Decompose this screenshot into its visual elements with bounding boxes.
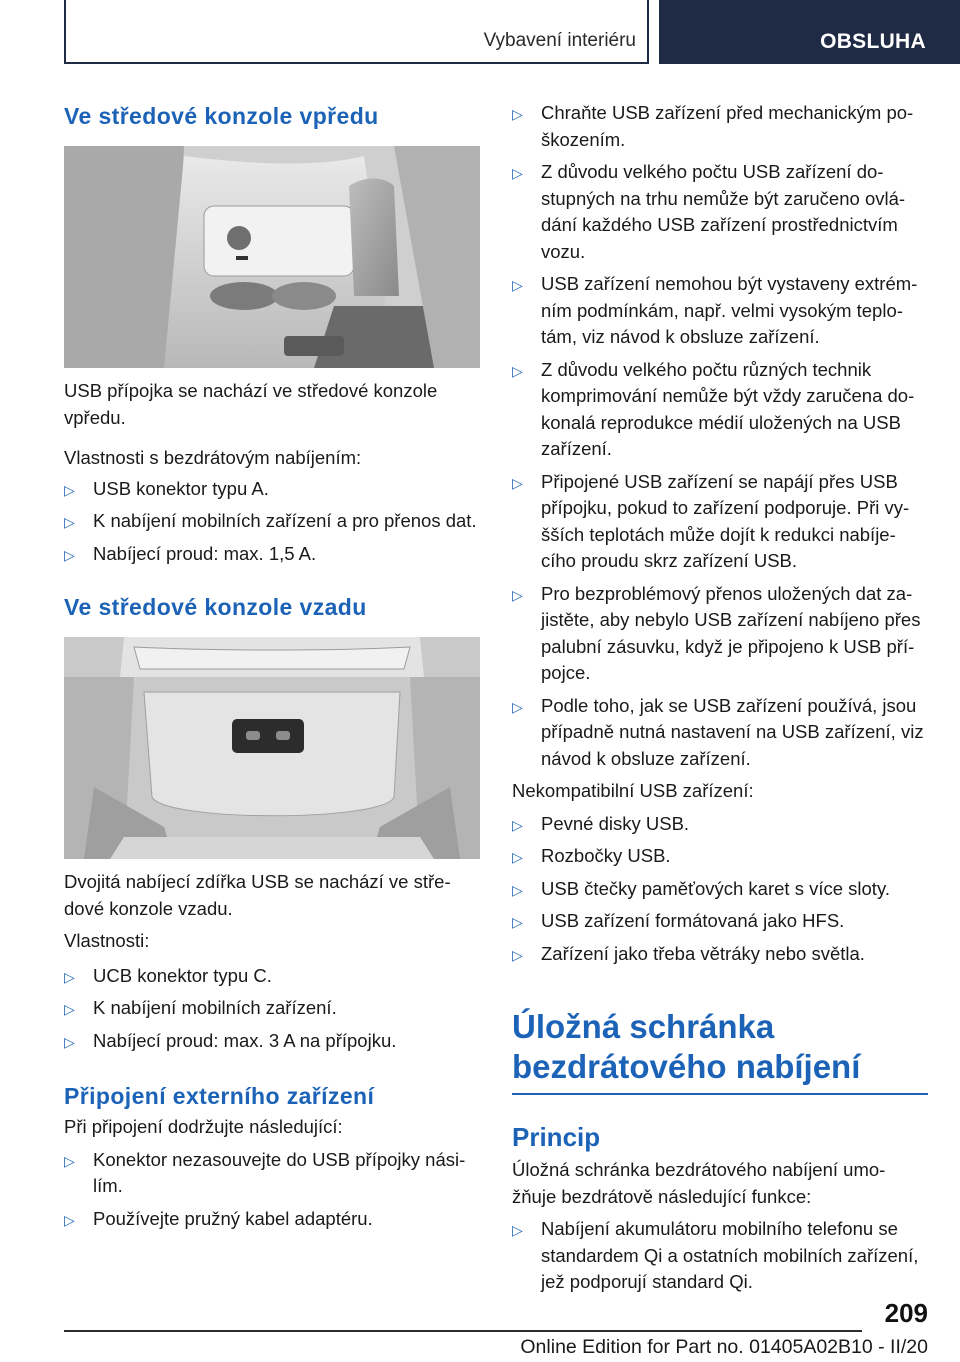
usb-notes-list — [512, 100, 930, 772]
header-chapter-tab: OBSLUHA — [659, 0, 960, 64]
list-item: ▷ USB zařízení formátovaná jako HFS. — [512, 908, 930, 935]
heading-rule — [512, 1093, 928, 1095]
list-item: ▷ Konektor nezasouvejte do USB přípojky nási- lím. — [64, 1148, 466, 1196]
front-properties-intro: Vlastnosti s bezdrátovým nabíjením: — [64, 447, 362, 468]
bullet-triangle-icon: ▷ — [64, 968, 75, 985]
bullet-triangle-icon: ▷ — [512, 165, 523, 181]
header-divider — [647, 0, 649, 64]
bullet-triangle-icon: ▷ — [64, 1211, 75, 1228]
list-item: ▷ Podle toho, jak se USB zařízení používá, jsou případně nutná nastavení na USB zařízení, viz návod k obsluze zařízení. — [512, 694, 924, 769]
bullet-triangle-icon: ▷ — [512, 946, 523, 963]
front-console-photo — [64, 146, 480, 368]
bullet-triangle-icon: ▷ — [512, 849, 523, 865]
wireless-charging-tray-heading: Úložná schránka bezdrátového nabíjení — [512, 1008, 861, 1085]
list-item: ▷ K nabíjení mobilních zařízení a pro přenos dat. — [64, 508, 482, 535]
principle-list — [512, 1216, 930, 1296]
bullet-triangle-icon: ▷ — [64, 546, 75, 563]
rear-usb-illustration — [64, 637, 480, 859]
list-item: ▷ Nabíjecí proud: max. 3 A na přípojku. — [64, 1028, 482, 1055]
principle-heading: Princip — [512, 1122, 601, 1152]
external-device-heading: Připojení externího zařízení — [64, 1083, 375, 1109]
list-item: ▷ UCB konektor typu C. — [64, 963, 482, 990]
bullet-triangle-icon: ▷ — [64, 481, 75, 498]
bullet-triangle-icon: ▷ — [512, 474, 523, 491]
list-item: ▷ Připojené USB zařízení se napájí přes USB přípojku, pokud to zařízení podporuje. Při vy- šších teplotách může dojít k redukci nabíje- cího proudu skrz zařízení USB. — [512, 470, 910, 571]
list-item: ▷ Rozbočky USB. — [512, 843, 930, 870]
right-column — [512, 100, 930, 1296]
bullet-triangle-icon: ▷ — [64, 514, 75, 530]
bullet-triangle-icon: ▷ — [512, 698, 523, 715]
list-item: ▷ Nabíjení akumulátoru mobilního telefonu se standardem Qi a ostatních mobilních zařízení, jež podporují standard Qi. — [512, 1218, 919, 1292]
footer-rule — [64, 1330, 862, 1332]
external-device-list — [64, 1147, 482, 1233]
bullet-triangle-icon: ▷ — [64, 1152, 75, 1169]
front-properties-list — [64, 476, 482, 568]
list-item: ▷ Pevné disky USB. — [512, 811, 930, 838]
rear-console-caption: Dvojitá nabíjecí zdířka USB se nachází ve stře- dové konzole vzadu. — [64, 871, 451, 919]
header-bottom-rule — [64, 62, 648, 64]
list-item: ▷ Z důvodu velkého počtu různých technik komprimování nemůže být vždy zaručena do- konalá reprodukce médií uložených na USB zařízení. — [512, 358, 915, 459]
list-item: ▷ Nabíjecí proud: max. 1,5 A. — [64, 541, 482, 568]
header-left-rule — [64, 0, 66, 64]
bullet-triangle-icon: ▷ — [512, 816, 523, 833]
list-item: ▷ Pro bezproblémový přenos uložených dat za- jistěte, aby nebylo USB zařízení nabíjeno přes palubní zásuvku, když je připojeno k USB pří- pojce. — [512, 582, 921, 683]
list-item: ▷ USB konektor typu A. — [64, 476, 482, 503]
bullet-triangle-icon: ▷ — [512, 586, 523, 603]
bullet-triangle-icon: ▷ — [64, 1033, 75, 1050]
front-console-caption: USB přípojka se nachází ve středové konzole vpředu. — [64, 380, 438, 428]
bullet-triangle-icon: ▷ — [512, 1222, 523, 1238]
footer-edition: Online Edition for Part no. 01405A02B10 - II/20 — [520, 1336, 928, 1358]
list-item: ▷ K nabíjení mobilních zařízení. — [64, 995, 482, 1022]
left-column — [64, 100, 482, 1232]
rear-properties-intro: Vlastnosti: — [64, 930, 150, 951]
incompatible-intro: Nekompatibilní USB zařízení: — [512, 780, 754, 801]
incompatible-devices-list — [512, 811, 930, 968]
bullet-triangle-icon: ▷ — [512, 914, 523, 930]
external-device-intro: Při připojení dodržujte následující: — [64, 1116, 343, 1137]
list-item: ▷ Z důvodu velkého počtu USB zařízení do- stupných na trhu nemůže být zaručeno ovlá- dání každého USB zařízení prostřednictvím vozu. — [512, 161, 906, 262]
bullet-triangle-icon: ▷ — [512, 881, 523, 898]
header-section-title: Vybavení interiéru — [483, 30, 636, 51]
list-item: ▷ Zařízení jako třeba větráky nebo světla. — [512, 941, 930, 968]
bullet-triangle-icon: ▷ — [512, 106, 523, 122]
rear-console-photo — [64, 637, 480, 859]
rear-console-heading: Ve středové konzole vzadu — [64, 594, 367, 620]
bullet-triangle-icon: ▷ — [64, 1001, 75, 1017]
page-number: 209 — [884, 1298, 928, 1328]
front-usb-illustration — [64, 146, 480, 368]
bullet-triangle-icon: ▷ — [512, 362, 523, 379]
front-console-heading: Ve středové konzole vpředu — [64, 103, 379, 129]
list-item: ▷ USB čtečky paměťových karet s více sloty. — [512, 876, 930, 903]
list-item: ▷ Používejte pružný kabel adaptéru. — [64, 1206, 482, 1233]
principle-text: Úložná schránka bezdrátového nabíjení umo- žňuje bezdrátově následující funkce: — [512, 1159, 886, 1207]
list-item: ▷ Chraňte USB zařízení před mechanickým po- škozením. — [512, 102, 914, 150]
bullet-triangle-icon: ▷ — [512, 277, 523, 293]
rear-properties-list — [64, 963, 482, 1055]
list-item: ▷ USB zařízení nemohou být vystaveny extrém- ním podmínkám, např. velmi vysokým teplo- tám, viz návod k obsluze zařízení. — [512, 273, 918, 347]
